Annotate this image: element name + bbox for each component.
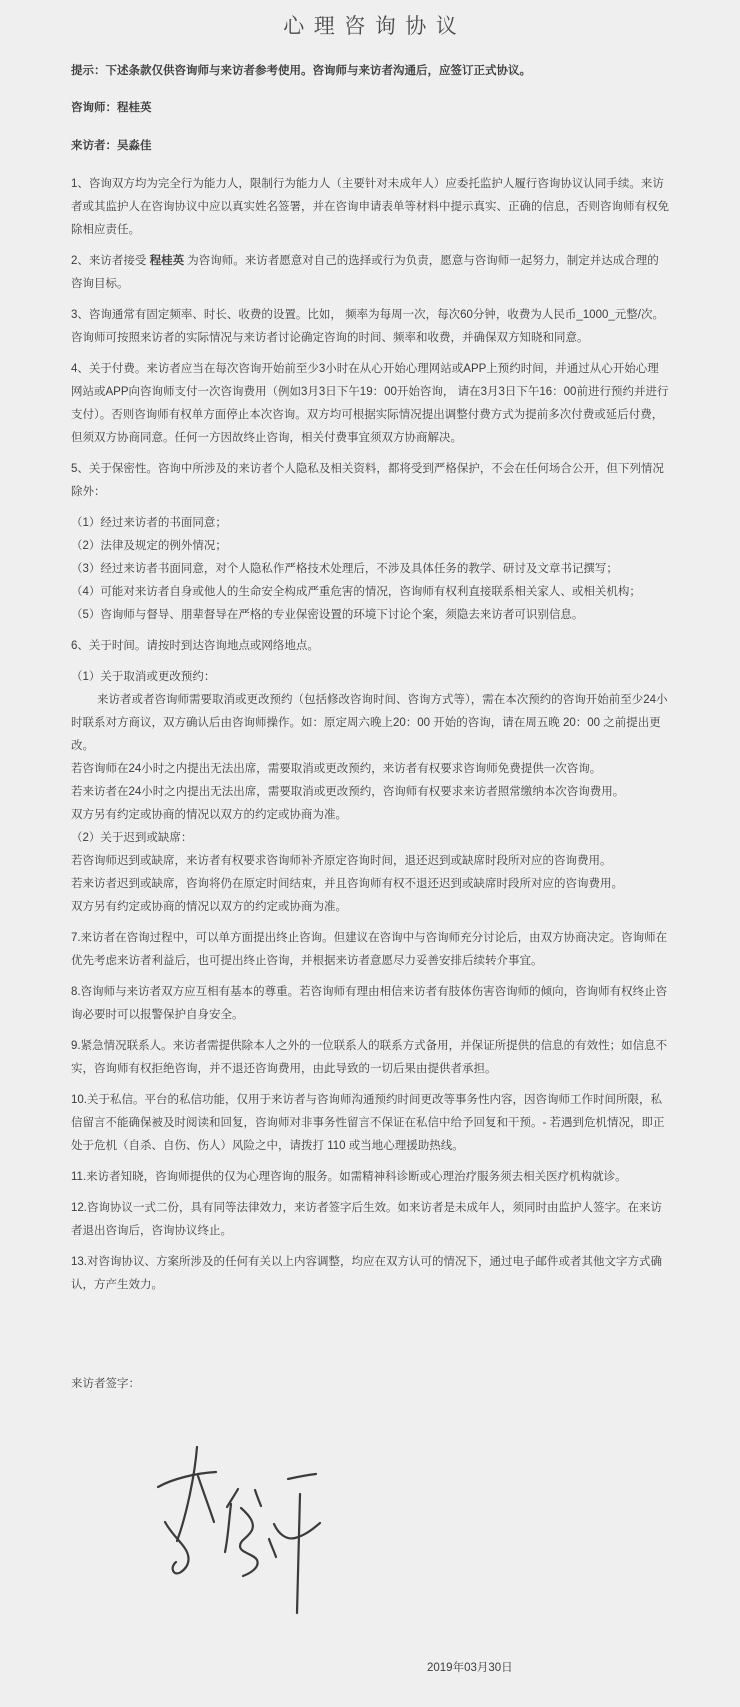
clause-6-sub-1-line-2: 若来访者在24小时之内提出无法出席，需要取消或更改预约，咨询师有权要求来访者照常缴纳本次咨询费用。 <box>71 786 625 798</box>
signature-stroke <box>227 1489 238 1507</box>
clause-5-item-1: （1）经过来访者的书面同意； <box>71 517 227 529</box>
counselor-label: 咨询师： <box>71 102 117 114</box>
clause-6-sub-1-head: （1）关于取消或更改预约： <box>71 671 216 683</box>
clause-7: 7.来访者在咨询过程中，可以单方面提出终止咨询。但建议在咨询中与咨询师充分讨论后，由双方协商决定。咨询师在优先考虑来访者利益后，也可提出终止咨询，并根据来访者意愿尽力妥善安排后续转介事宜。 <box>71 932 668 967</box>
clause-2 <box>71 250 669 296</box>
hint-line: 提示：下述条款仅供咨询师与来访者参考使用。咨询师与来访者沟通后，应签订正式协议。 <box>71 65 531 77</box>
signature-stroke <box>158 1472 216 1487</box>
counselor-name: 程桂英 <box>117 102 152 114</box>
clause-4: 4、关于付费。来访者应当在每次咨询开始前至少3小时在从心开始心理网站或APP上预约时间，并通过从心开始心理网站或APP向咨询师支付一次咨询费用（例如3月3日下午19：00开始咨询， 请在3月3日下午16：00前进行预约并进行支付）。否则咨询师有权单方面停止本次咨询。双方均可根据实际情况提出调整付费方式为提前多次付费或延后付费，但须双方协商同意。任何一方因故终止咨询，相关付费事宜须双方协商解决。 <box>71 363 669 444</box>
clause-6-sub-2-line-2: 若来访者迟到或缺席，咨询将仍在原定时间结束，并且咨询师有权不退还迟到或缺席时段所对应的咨询费用。 <box>71 878 623 890</box>
clause-12: 12.咨询协议一式二份，具有同等法律效力，来访者签字后生效。如来访者是未成年人，须同时由监护人签字。在来访者退出咨询后，咨询协议终止。 <box>71 1202 662 1237</box>
clause-6-sub-1-line-1: 若咨询师在24小时之内提出无法出席，需要取消或更改预约，来访者有权要求咨询师免费提供一次咨询。 <box>71 763 602 775</box>
signature-drawing <box>128 1428 368 1663</box>
agreement-body <box>0 40 740 1297</box>
clause-6-sub-1-para: 来访者或者咨询师需要取消或更改预约（包括修改咨询时间、咨询方式等），需在本次预约的咨询开始前至少24小时联系对方商议，双方确认后由咨询师操作。如：原定周六晚上20：00 开始的咨询，请在周五晚 20：00 之前提出更改。 <box>71 694 668 752</box>
clause-5-item-5: （5）咨询师与督导、朋辈督导在严格的专业保密设置的环境下讨论个案，须隐去来访者可识别信息。 <box>71 609 584 621</box>
clause-6: 6、关于时间。请按时到达咨询地点或网络地点。 <box>71 640 319 652</box>
clause-5-item-4: （4）可能对来访者自身或他人的生命安全构成严重危害的情况，咨询师有权利直接联系相关家人、或相关机构； <box>71 586 641 598</box>
clause-9: 9.紧急情况联系人。来访者需提供除本人之外的一位联系人的联系方式备用，并保证所提供的信息的有效性；如信息不实，咨询师有权拒绝咨询，并不退还咨询费用，由此导致的一切后果由提供者承担。 <box>71 1040 668 1075</box>
signature-stroke <box>297 1494 300 1613</box>
signature-stroke <box>269 1539 276 1557</box>
clause-6-sub-1-line-3: 双方另有约定或协商的情况以双方的约定或协商为准。 <box>71 809 347 821</box>
clause-3: 3、咨询通常有固定频率、时长、收费的设置。比如， 频率为每周一次，每次60分钟，收费为人民币_1000_元整/次。咨询师可按照来访者的实际情况与来访者讨论确定咨询的时间、频率和收费，并确保双方知晓和同意。 <box>71 309 664 344</box>
clause-5-item-2: （2）法律及规定的例外情况； <box>71 540 227 552</box>
clause-11: 11.来访者知晓，咨询师提供的仅为心理咨询的服务。如需精神科诊断或心理治疗服务须去相关医疗机构就诊。 <box>71 1171 627 1183</box>
clause-6-sub-2-line-3: 双方另有约定或协商的情况以双方的约定或协商为准。 <box>71 901 347 913</box>
clause-6-sub-2-head: （2）关于迟到或缺席： <box>71 832 193 844</box>
counselor-line <box>71 97 669 120</box>
page-title: 心理咨询协议 <box>283 15 467 38</box>
counselor-name-inline: 程桂英 <box>149 255 185 267</box>
clause-1: 1、咨询双方均为完全行为能力人，限制行为能力人（主要针对未成年人）应委托监护人履行咨询协议认同手续。来访者或其监护人在咨询协议中应以真实姓名签署，并在咨询申请表单等材料中提示真实、正确的信息，否则咨询师有权免除相应责任。 <box>71 178 669 236</box>
signature-stroke <box>274 1523 320 1538</box>
signature-stroke <box>225 1504 231 1552</box>
signature-stroke <box>177 1447 197 1541</box>
clause-2-post: 为咨询师。来访者愿意对自己的选择或行为负责，愿意与咨询师一起努力，制定并达成合理的咨询目标。 <box>71 255 659 290</box>
signature-stroke <box>240 1508 258 1576</box>
signature-stroke <box>255 1490 261 1506</box>
document-date: 2019年03月30日 <box>427 1662 513 1674</box>
clause-10: 10.关于私信。平台的私信功能，仅用于来访者与咨询师沟通预约时间更改等事务性内容，因咨询师工作时间所限，私信留言不能确保被及时阅读和回复，咨询师对非事务性留言不保证在私信中给予回复和干预。- 若遇到危机情况，即正处于危机（自杀、自伤、伤人）风险之中，请拨打 110 或当地心理援助热线。 <box>71 1094 665 1152</box>
clause-2-pre: 2、来访者接受 <box>71 255 150 267</box>
clause-13: 13.对咨询协议、方案所涉及的任何有关以上内容调整，均应在双方认可的情况下，通过电子邮件或者其他文字方式确认，方产生效力。 <box>71 1256 662 1291</box>
signature-label: 来访者签字： <box>71 1378 140 1390</box>
signature-stroke <box>165 1522 189 1573</box>
client-name: 吴淼佳 <box>117 140 152 152</box>
signature-stroke <box>288 1474 316 1479</box>
client-label: 来访者： <box>71 140 117 152</box>
clause-5-item-3: （3）经过来访者书面同意，对个人隐私作严格技术处理后，不涉及具体任务的教学、研讨及文章书记撰写； <box>71 563 618 575</box>
clause-6-sub-2-line-1: 若咨询师迟到或缺席，来访者有权要求咨询师补齐原定咨询时间，退还迟到或缺席时段所对应的咨询费用。 <box>71 855 612 867</box>
clause-8: 8.咨询师与来访者双方应互相有基本的尊重。若咨询师有理由相信来访者有肢体伤害咨询师的倾向，咨询师有权终止咨询必要时可以报警保护自身安全。 <box>71 986 668 1021</box>
client-line <box>71 135 669 158</box>
clause-5: 5、关于保密性。咨询中所涉及的来访者个人隐私及相关资料，都将受到严格保护，不会在任何场合公开，但下列情况除外： <box>71 463 664 498</box>
signature-stroke <box>198 1476 214 1522</box>
